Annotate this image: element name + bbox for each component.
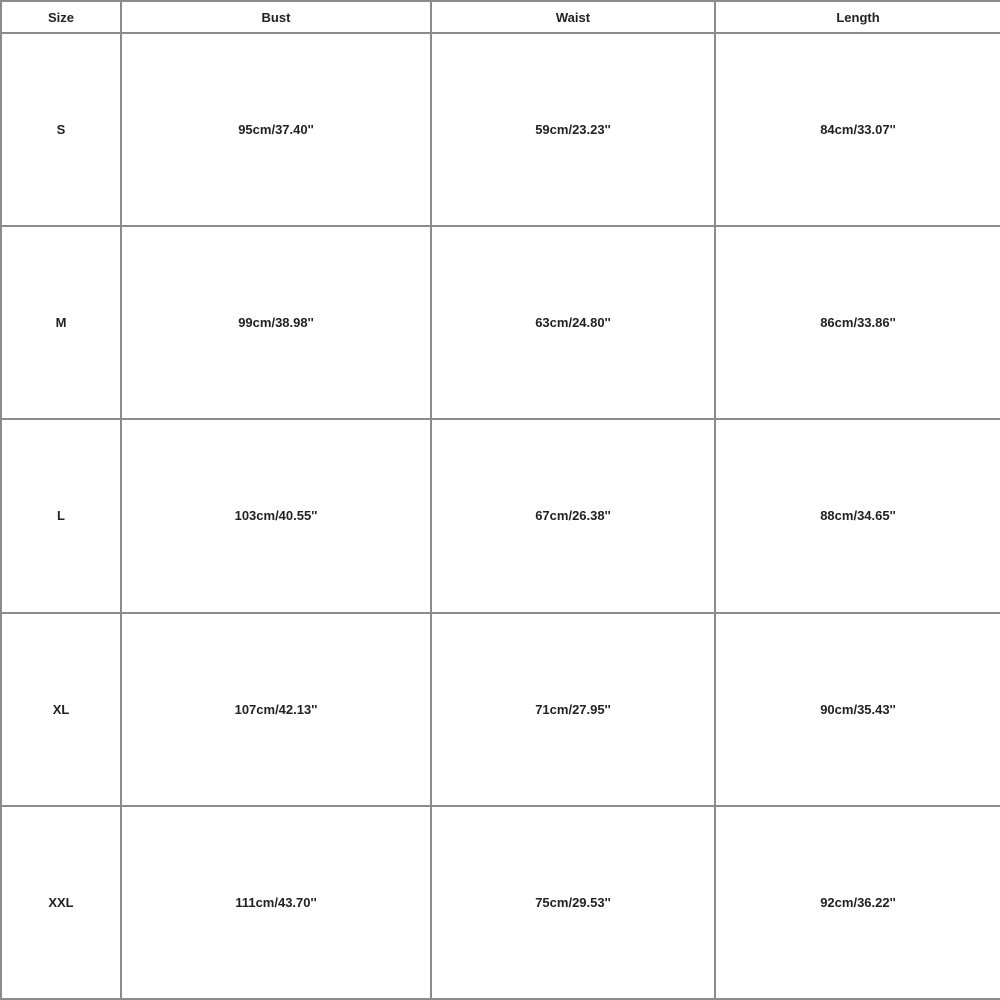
waist-cell: 63cm/24.80''	[431, 226, 715, 419]
length-cell: 92cm/36.22''	[715, 806, 1000, 999]
waist-cell: 75cm/29.53''	[431, 806, 715, 999]
size-cell: XL	[1, 613, 121, 806]
table-row	[1, 33, 1000, 226]
table-row	[1, 419, 1000, 612]
size-cell: L	[1, 419, 121, 612]
bust-cell: 103cm/40.55''	[121, 419, 431, 612]
bust-cell: 95cm/37.40''	[121, 33, 431, 226]
bust-cell: 107cm/42.13''	[121, 613, 431, 806]
table-row	[1, 613, 1000, 806]
table-row	[1, 806, 1000, 999]
table-row	[1, 226, 1000, 419]
header-size: Size	[1, 1, 121, 33]
length-cell: 88cm/34.65''	[715, 419, 1000, 612]
header-waist: Waist	[431, 1, 715, 33]
header-bust: Bust	[121, 1, 431, 33]
length-cell: 90cm/35.43''	[715, 613, 1000, 806]
length-cell: 86cm/33.86''	[715, 226, 1000, 419]
waist-cell: 59cm/23.23''	[431, 33, 715, 226]
table-body	[1, 33, 1000, 999]
length-cell: 84cm/33.07''	[715, 33, 1000, 226]
waist-cell: 67cm/26.38''	[431, 419, 715, 612]
bust-cell: 111cm/43.70''	[121, 806, 431, 999]
size-cell: XXL	[1, 806, 121, 999]
bust-cell: 99cm/38.98''	[121, 226, 431, 419]
waist-cell: 71cm/27.95''	[431, 613, 715, 806]
header-length: Length	[715, 1, 1000, 33]
size-cell: M	[1, 226, 121, 419]
header-row	[1, 1, 1000, 33]
size-cell: S	[1, 33, 121, 226]
table-header	[1, 1, 1000, 33]
